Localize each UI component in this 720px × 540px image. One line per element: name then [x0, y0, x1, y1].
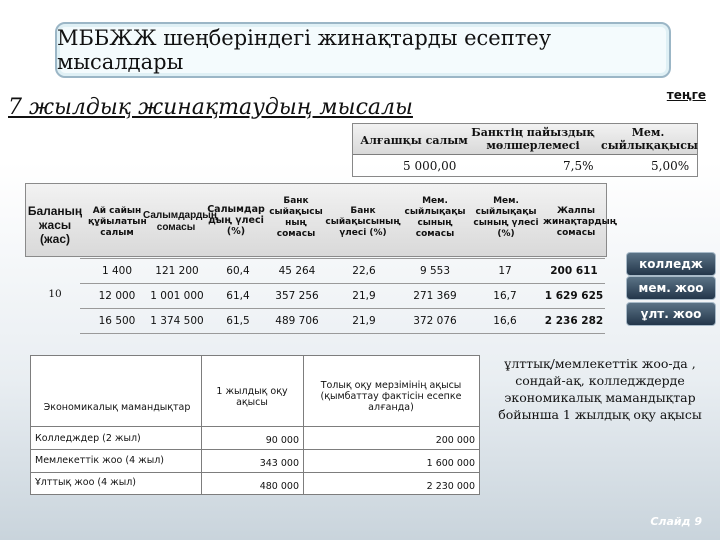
table-row-1-bank-sum: 45 264 [278, 265, 316, 277]
table-row-1-bank-share: 22,6 [352, 265, 376, 277]
table-row-2-state-share: 16,7 [493, 290, 517, 302]
header-state-sum: Мем. сыйлықақы сының сомасы [404, 196, 466, 239]
table-row-2-bank-share: 21,9 [352, 290, 376, 302]
table-row-2-deposit-share: 61,4 [226, 290, 250, 302]
initial-params-table [352, 123, 698, 177]
label-college: колледж [626, 252, 716, 276]
table-row-2-total: 1 629 625 [544, 290, 604, 302]
label-national-university: ұлт. жоо [626, 302, 716, 326]
table-row-3-bank-share: 21,9 [352, 315, 376, 327]
header-bank-sum: Банк сыйақысы ның сомасы [269, 196, 323, 239]
header-state-share: Мем. сыйлықақы сының үлесі (%) [473, 196, 539, 239]
value-bank-rate: 7,5% [563, 159, 594, 173]
header-yearly-fee: 1 жылдық оқу ақысы [216, 386, 288, 408]
table-row-2-deposit-sum: 1 001 000 [150, 290, 204, 302]
table-row-2-state-sum: 271 369 [413, 290, 457, 302]
table-row-3-total: 2 236 282 [544, 315, 604, 327]
tuition-note: ұлттық/мемлекеттік жоо-да , сондай-ақ, колледждерде экономикалық мамандықтар бойынша 1 жылдық оқу ақысы [498, 356, 702, 422]
table-row-1-monthly: 1 400 [101, 265, 133, 277]
header-age: Баланың жасы (жас) [27, 204, 83, 246]
header-total: Жалпы жинақтардың сомасы [543, 206, 618, 238]
table-row-3-deposit-share: 61,5 [226, 315, 250, 327]
header-specialty: Экономикалық мамандықтар [43, 402, 191, 413]
table-row-3-bank-sum: 489 706 [275, 315, 319, 327]
header-bank-share: Банк сыйақысының үлесі (%) [325, 206, 401, 238]
header-deposit-share: Салымдар дың үлесі (%) [207, 204, 265, 237]
header-bank-rate: Банктің пайыздық мөлшерлемесі [471, 126, 595, 152]
table-row-college-full: 200 000 [435, 435, 475, 446]
subtitle: 7 жылдық жинақтаудың мысалы [8, 95, 413, 120]
header-state-bonus: Мем. сыйлықақысы [601, 126, 698, 152]
table-row-national-university-year: 480 000 [259, 481, 299, 492]
header-monthly: Ай сайын құйылатын салым [88, 206, 147, 238]
age-value: 10 [48, 288, 62, 300]
table-row-1-state-sum: 9 553 [419, 265, 451, 277]
table-row-state-university-year: 343 000 [259, 458, 299, 469]
header-full-fee: Толық оқу мерзімінің ақысы (қымбаттау фактісін есепке алғанда) [320, 380, 462, 413]
slide-number: Слайд 9 [650, 515, 702, 528]
table-row-college-year: 90 000 [265, 435, 299, 446]
table-row-3-state-sum: 372 076 [413, 315, 457, 327]
label-state-university: мем. жоо [626, 276, 716, 300]
table-row-1-state-share: 17 [498, 265, 512, 277]
header-initial-deposit: Алғашқы салым [360, 134, 468, 147]
table-row-1-deposit-share: 60,4 [226, 265, 250, 277]
table-row-2-bank-sum: 357 256 [275, 290, 319, 302]
table-row-2-monthly: 12 000 [98, 290, 136, 302]
table-row-national-university: Ұлттық жоо (4 жыл) [35, 477, 137, 488]
table-row-3-monthly: 16 500 [98, 315, 136, 327]
table-row-3-state-share: 16,6 [493, 315, 517, 327]
table-row-state-university-full: 1 600 000 [426, 458, 475, 469]
table-row-national-university-full: 2 230 000 [426, 481, 475, 492]
currency-label: теңге [666, 88, 706, 102]
table-row-college: Колледждер (2 жыл) [35, 433, 141, 444]
table-row-3-deposit-sum: 1 374 500 [150, 315, 204, 327]
value-state-bonus: 5,00% [651, 159, 690, 173]
table-row-1-deposit-sum: 121 200 [155, 265, 199, 277]
table-row-1-total: 200 611 [550, 265, 598, 277]
table-row-state-university: Мемлекеттік жоо (4 жыл) [35, 455, 164, 466]
header-deposit-sum: Салымдардың сомасы [143, 210, 217, 233]
page-title: МББЖЖ шеңберіндегі жинақтарды есептеу мысалдары [55, 22, 671, 78]
tuition-table [30, 355, 480, 495]
value-initial-deposit: 5 000,00 [403, 159, 457, 173]
